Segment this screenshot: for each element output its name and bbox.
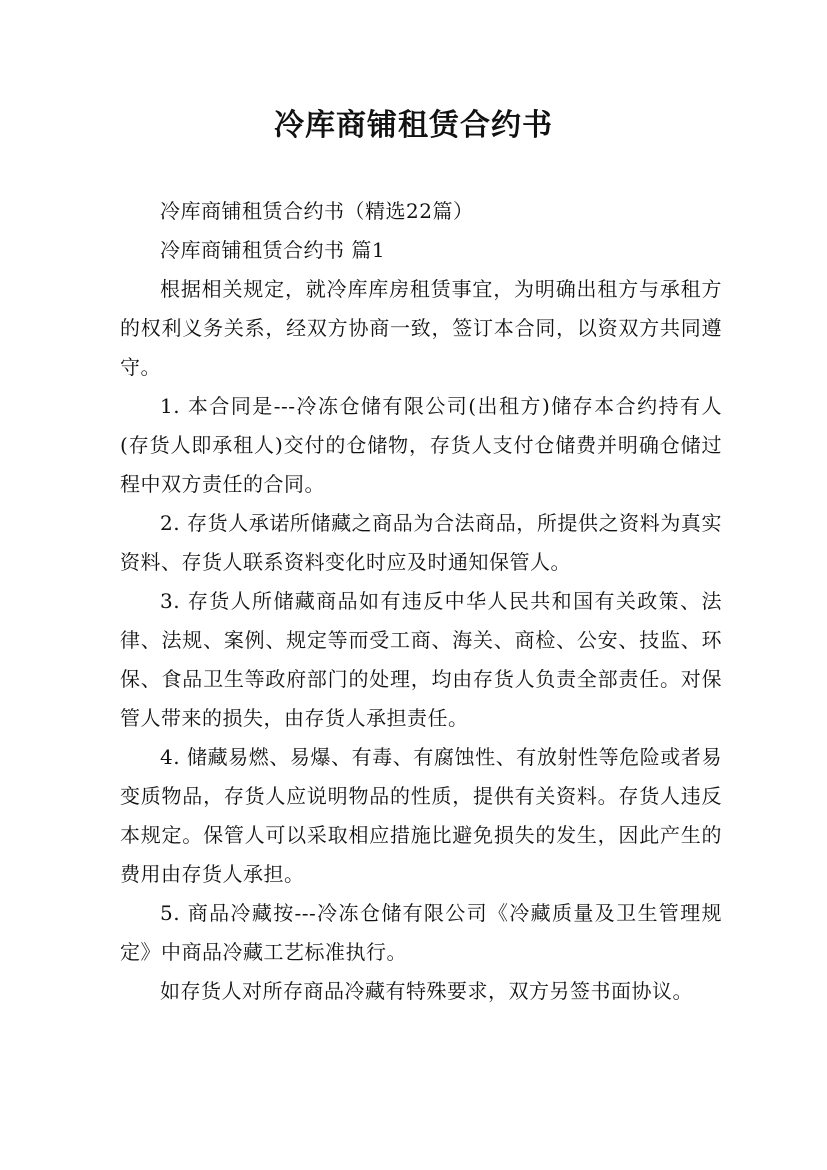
paragraph-intro: 根据相关规定，就冷库库房租赁事宜，为明确出租方与承租方的权利义务关系，经双方协商一致，签订本合同，以资双方共同遵守。 bbox=[120, 277, 722, 379]
paragraph-clause-3: 3. 存货人所储藏商品如有违反中华人民共和国有关政策、法律、法规、案例、规定等而受工商、海关、商检、公安、技监、环保、食品卫生等政府部门的处理，均由存货人负责全部责任。对保管人带来的损失，由存货人承担责任。 bbox=[120, 589, 722, 730]
document-title: 冷库商铺租赁合约书 bbox=[274, 108, 553, 143]
paragraph-clause-5: 5. 商品冷藏按---冷冻仓储有限公司《冷藏质量及卫生管理规定》中商品冷藏工艺标准执行。 bbox=[120, 901, 722, 964]
paragraph-clause-1: 1. 本合同是---冷冻仓储有限公司(出租方)储存本合约持有人(存货人即承租人)交付的仓储物，存货人支付仓储费并明确仓储过程中双方责任的合同。 bbox=[120, 394, 722, 496]
paragraph-special-requirements: 如存货人对所存商品冷藏有特殊要求，双方另签书面协议。 bbox=[160, 979, 693, 1003]
chapter-heading: 冷库商铺租赁合约书 篇1 bbox=[160, 238, 386, 262]
document-subtitle: 冷库商铺租赁合约书（精选22篇） bbox=[160, 199, 474, 223]
paragraph-clause-4: 4. 储藏易燃、易爆、有毒、有腐蚀性、有放射性等危险或者易变质物品，存货人应说明物品的性质，提供有关资料。存货人违反本规定。保管人可以采取相应措施比避免损失的发生，因此产生的费用由存货人承担。 bbox=[120, 745, 722, 886]
document-body bbox=[120, 192, 722, 1011]
paragraph-clause-2: 2. 存货人承诺所储藏之商品为合法商品，所提供之资料为真实资料、存货人联系资料变化时应及时通知保管人。 bbox=[120, 511, 722, 574]
